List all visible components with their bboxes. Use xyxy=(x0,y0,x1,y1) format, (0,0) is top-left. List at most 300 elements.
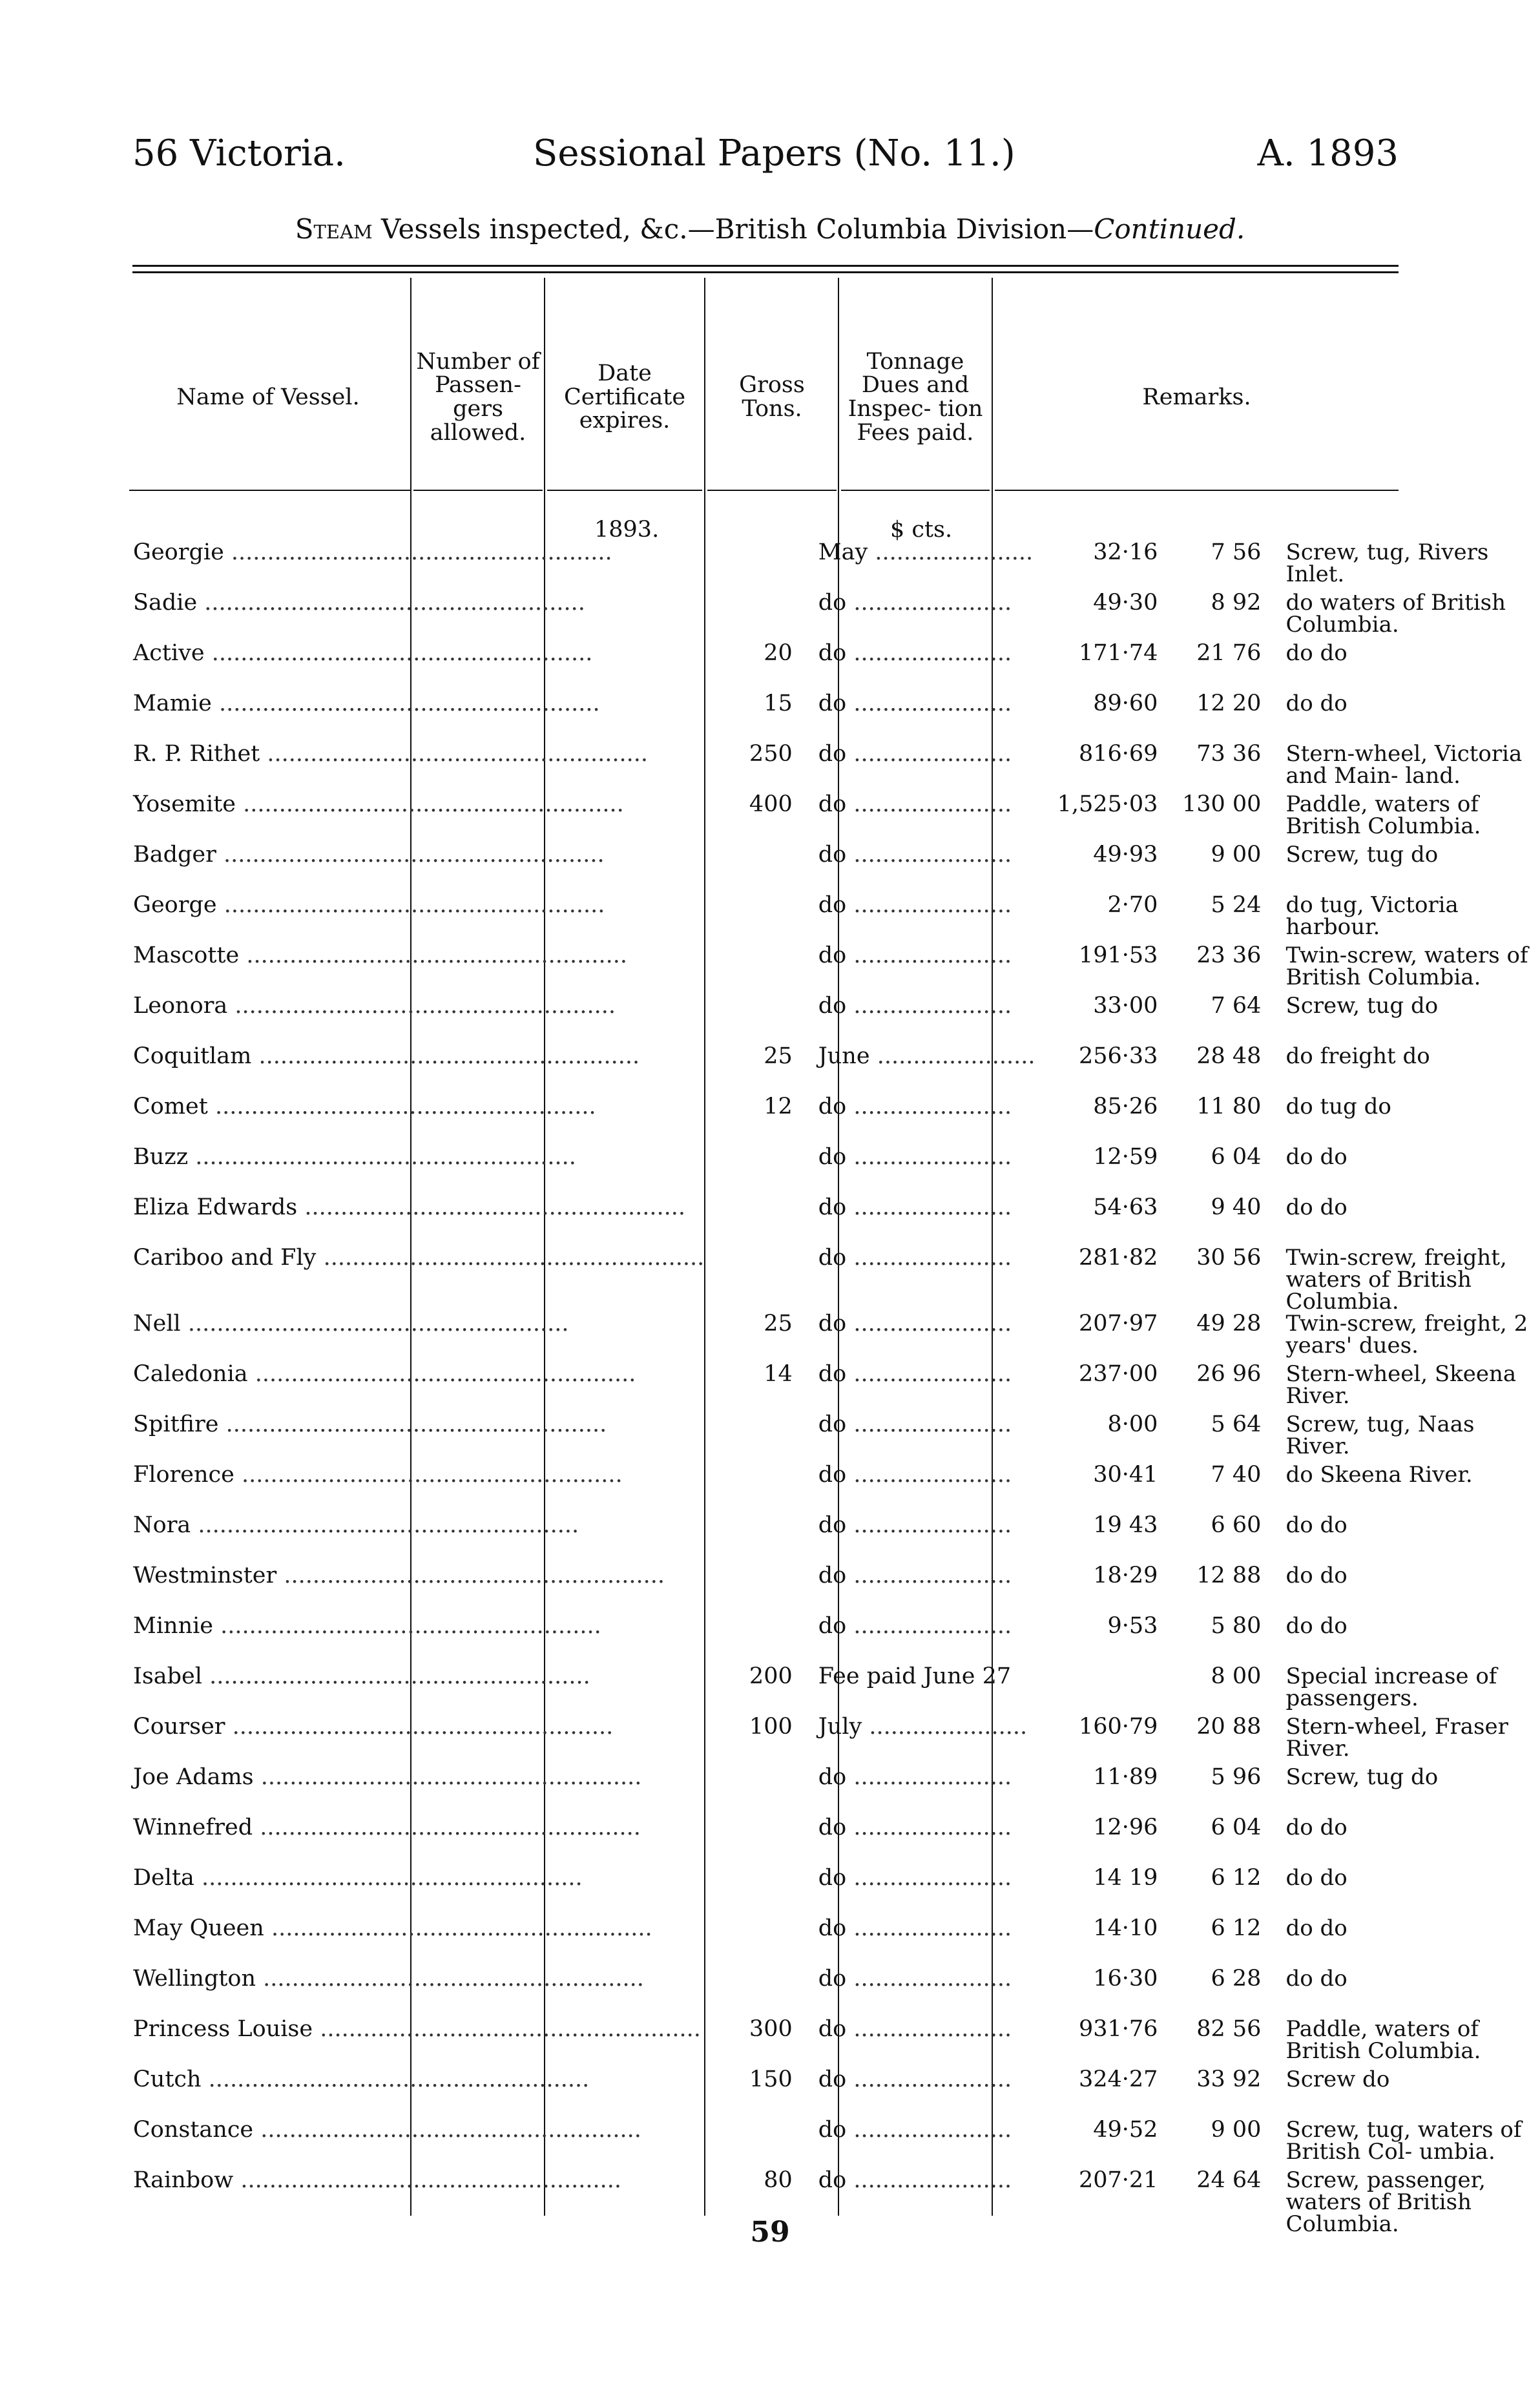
fees-paid-cell xyxy=(1174,692,1274,743)
gross-tons-cell xyxy=(1039,1247,1174,1313)
fees-paid: 5 80 xyxy=(1211,1615,1262,1639)
passengers-allowed-cell xyxy=(708,844,807,894)
certificate-expiry-cell xyxy=(807,1716,1039,1766)
remarks: do freight do xyxy=(1285,1045,1430,1069)
fees-paid: 6 04 xyxy=(1211,1816,1262,1840)
gross-tons-cell xyxy=(1039,1196,1174,1247)
remarks: Paddle, waters of British Columbia. xyxy=(1285,793,1481,839)
certificate-expiry-cell xyxy=(807,793,1039,844)
certificate-expiry-cell xyxy=(807,1565,1039,1615)
gross-tons-cell xyxy=(1039,1146,1174,1196)
passengers-allowed-cell xyxy=(708,1716,807,1766)
fees-paid: 7 40 xyxy=(1211,1464,1262,1488)
table-row xyxy=(129,541,1540,592)
fees-paid-cell xyxy=(1174,1968,1274,2018)
remarks: do do xyxy=(1285,1615,1348,1639)
passengers-allowed-cell xyxy=(708,1045,807,1096)
vessel-name: Leonora ..... xyxy=(133,995,616,1019)
vessel-name-cell xyxy=(129,1766,708,1816)
fees-paid: 6 04 xyxy=(1211,1146,1262,1170)
fees-paid-cell xyxy=(1174,1917,1274,1968)
remarks-cell xyxy=(1274,1716,1540,1766)
vessel-name-cell xyxy=(129,793,708,844)
certificate-expiry-cell xyxy=(807,1968,1039,2018)
col-header-fees: Tonnage Dues and Inspec- tion Fees paid. xyxy=(848,348,983,446)
fees-paid: 30 56 xyxy=(1196,1247,1262,1271)
certificate-expiry: do ..... xyxy=(818,995,1012,1019)
fees-paid-cell xyxy=(1174,1247,1274,1313)
vessel-name: George ..... xyxy=(133,894,605,918)
passengers-allowed-cell xyxy=(708,592,807,642)
remarks: do tug do xyxy=(1285,1096,1391,1119)
gross-tons: 32·16 xyxy=(1093,541,1158,565)
vessel-name-cell xyxy=(129,1716,708,1766)
remarks-cell xyxy=(1274,743,1540,793)
gross-tons: 85·26 xyxy=(1093,1096,1158,1119)
vessel-name: May Queen ..... xyxy=(133,1917,652,1941)
passengers-allowed-cell xyxy=(708,1968,807,2018)
header-title: Sessional Papers (No. 11.) xyxy=(533,132,1015,174)
fees-paid: 130 00 xyxy=(1181,793,1262,817)
vessel-name-cell xyxy=(129,1665,708,1716)
vessel-name-cell xyxy=(129,1615,708,1665)
remarks-cell xyxy=(1274,1917,1540,1968)
header-separator xyxy=(547,490,702,491)
passengers-allowed: 300 xyxy=(749,2018,793,2042)
certificate-expiry-cell xyxy=(807,2119,1039,2169)
fees-paid-cell xyxy=(1174,1096,1274,1146)
gross-tons-cell xyxy=(1039,1615,1174,1665)
fees-paid: 23 36 xyxy=(1196,944,1262,968)
passengers-allowed: 400 xyxy=(749,793,793,817)
subtitle-lead: Steam xyxy=(295,213,373,245)
certificate-expiry-cell xyxy=(807,1045,1039,1096)
certificate-expiry: do ..... xyxy=(818,692,1012,716)
gross-tons-cell xyxy=(1039,1766,1174,1816)
remarks: do do xyxy=(1285,1917,1348,1941)
remarks: do do xyxy=(1285,692,1348,716)
fees-paid-cell xyxy=(1174,1464,1274,1514)
certificate-expiry-cell xyxy=(807,1615,1039,1665)
certificate-expiry: May ..... xyxy=(818,541,1033,565)
vessel-name-cell xyxy=(129,1464,708,1514)
subtitle-continued: Continued. xyxy=(1094,213,1245,245)
vessel-name-cell xyxy=(129,1413,708,1464)
remarks-cell xyxy=(1274,2068,1540,2119)
vessel-name-cell xyxy=(129,1968,708,2018)
gross-tons: 191·53 xyxy=(1078,944,1158,968)
passengers-allowed-cell xyxy=(708,1413,807,1464)
passengers-allowed-cell xyxy=(708,2119,807,2169)
remarks: do do xyxy=(1285,1867,1348,1891)
vessel-name: Badger ..... xyxy=(133,844,605,868)
fees-paid: 12 88 xyxy=(1196,1565,1262,1588)
gross-tons-cell xyxy=(1039,1413,1174,1464)
certificate-expiry-cell xyxy=(807,1096,1039,1146)
passengers-allowed-cell xyxy=(708,1313,807,1363)
gross-tons-cell xyxy=(1039,1816,1174,1867)
vessel-name: Wellington ..... xyxy=(133,1968,644,1992)
passengers-allowed: 12 xyxy=(764,1096,793,1119)
passengers-allowed: 25 xyxy=(764,1313,793,1337)
vessel-name: Comet ..... xyxy=(133,1096,596,1119)
gross-tons: 256·33 xyxy=(1078,1045,1158,1069)
fees-paid: 6 12 xyxy=(1211,1867,1262,1891)
certificate-expiry-cell xyxy=(807,743,1039,793)
table-row xyxy=(129,2068,1540,2119)
vessel-name-cell xyxy=(129,844,708,894)
remarks-cell xyxy=(1274,1766,1540,1816)
gross-tons-cell xyxy=(1039,1716,1174,1766)
fees-paid-cell xyxy=(1174,1665,1274,1716)
passengers-allowed-cell xyxy=(708,1363,807,1413)
vessel-name-cell xyxy=(129,1313,708,1363)
vessel-name-cell xyxy=(129,1146,708,1196)
vessel-name-cell xyxy=(129,1247,708,1313)
fees-paid-cell xyxy=(1174,1716,1274,1766)
table-row xyxy=(129,1247,1540,1313)
passengers-allowed-cell xyxy=(708,692,807,743)
gross-tons-cell xyxy=(1039,1968,1174,2018)
gross-tons-cell xyxy=(1039,541,1174,592)
passengers-allowed: 100 xyxy=(749,1716,793,1740)
vessel-name-cell xyxy=(129,1196,708,1247)
header-separator xyxy=(413,490,543,491)
fees-paid-cell xyxy=(1174,1313,1274,1363)
fees-paid-cell xyxy=(1174,1045,1274,1096)
passengers-allowed-cell xyxy=(708,743,807,793)
fees-paid: 24 64 xyxy=(1196,2169,1262,2193)
fees-paid-cell xyxy=(1174,1413,1274,1464)
fees-paid-cell xyxy=(1174,1766,1274,1816)
certificate-expiry-cell xyxy=(807,1196,1039,1247)
fees-paid: 82 56 xyxy=(1196,2018,1262,2042)
remarks-cell xyxy=(1274,1313,1540,1363)
certificate-expiry: do ..... xyxy=(818,1615,1012,1639)
remarks-cell xyxy=(1274,541,1540,592)
vessel-name: Courser ..... xyxy=(133,1716,613,1740)
remarks: Screw, tug do xyxy=(1285,1766,1439,1790)
vessel-name: Cutch ..... xyxy=(133,2068,589,2092)
gross-tons-cell xyxy=(1039,1464,1174,1514)
certificate-expiry-cell xyxy=(807,1867,1039,1917)
vessel-name: Princess Louise ..... xyxy=(133,2018,701,2042)
header-separator xyxy=(995,490,1399,491)
gross-tons-cell xyxy=(1039,1313,1174,1363)
gross-tons: 19 43 xyxy=(1093,1514,1158,1538)
vessel-name-cell xyxy=(129,541,708,592)
page-number: 59 xyxy=(750,2216,790,2249)
remarks-cell xyxy=(1274,1565,1540,1615)
table-row xyxy=(129,1917,1540,1968)
remarks-cell xyxy=(1274,1045,1540,1096)
vessel-name-cell xyxy=(129,592,708,642)
remarks: do do xyxy=(1285,642,1348,666)
header-separator xyxy=(129,490,410,491)
remarks-cell xyxy=(1274,1146,1540,1196)
vessel-name-cell xyxy=(129,2119,708,2169)
certificate-expiry: do ..... xyxy=(818,2018,1012,2042)
gross-tons-cell xyxy=(1039,995,1174,1045)
gross-tons-cell xyxy=(1039,1917,1174,1968)
fees-paid-cell xyxy=(1174,2068,1274,2119)
remarks: Screw, tug do xyxy=(1285,844,1439,868)
table-row xyxy=(129,2119,1540,2169)
certificate-expiry: do ..... xyxy=(818,894,1012,918)
vessel-name: R. P. Rithet ..... xyxy=(133,743,648,767)
gross-tons-cell xyxy=(1039,692,1174,743)
certificate-expiry: do ..... xyxy=(818,1313,1012,1337)
passengers-allowed-cell xyxy=(708,1565,807,1615)
vessel-name-cell xyxy=(129,1917,708,1968)
vessel-name-cell xyxy=(129,995,708,1045)
fees-paid-cell xyxy=(1174,1867,1274,1917)
remarks-cell xyxy=(1274,1615,1540,1665)
fees-paid: 6 60 xyxy=(1211,1514,1262,1538)
fees-paid: 11 80 xyxy=(1196,1096,1262,1119)
gross-tons-cell xyxy=(1039,2068,1174,2119)
certificate-expiry-cell xyxy=(807,692,1039,743)
remarks-cell xyxy=(1274,1196,1540,1247)
top-rule xyxy=(132,265,1399,267)
passengers-allowed: 150 xyxy=(749,2068,793,2092)
certificate-expiry: do ..... xyxy=(818,1363,1012,1387)
fees-paid-cell xyxy=(1174,2018,1274,2068)
fees-paid: 7 64 xyxy=(1211,995,1262,1019)
table-row xyxy=(129,642,1540,692)
remarks: do tug, Victoria harbour. xyxy=(1285,894,1459,940)
vessel-name: Georgie ..... xyxy=(133,541,612,565)
remarks: do Skeena River. xyxy=(1285,1464,1473,1488)
gross-tons-cell xyxy=(1039,1045,1174,1096)
vessel-name: Caledonia ..... xyxy=(133,1363,636,1387)
gross-tons: 30·41 xyxy=(1093,1464,1158,1488)
fees-paid-cell xyxy=(1174,1363,1274,1413)
table-row xyxy=(129,592,1540,642)
certificate-expiry-cell xyxy=(807,592,1039,642)
fees-paid: 8 92 xyxy=(1211,592,1262,616)
vessel-name: Nell ..... xyxy=(133,1313,569,1337)
certificate-expiry-cell xyxy=(807,894,1039,944)
remarks-cell xyxy=(1274,944,1540,995)
remarks-cell xyxy=(1274,692,1540,743)
vessel-name: Minnie ..... xyxy=(133,1615,601,1639)
gross-tons-cell xyxy=(1039,944,1174,995)
remarks-cell xyxy=(1274,894,1540,944)
vessel-name-cell xyxy=(129,743,708,793)
vessel-name: Winnefred ..... xyxy=(133,1816,641,1840)
certificate-expiry: do ..... xyxy=(818,642,1012,666)
certificate-expiry: do ..... xyxy=(818,1514,1012,1538)
fees-paid-cell xyxy=(1174,793,1274,844)
certificate-expiry-cell xyxy=(807,1146,1039,1196)
fees-paid: 49 28 xyxy=(1196,1313,1262,1337)
gross-tons-cell xyxy=(1039,1565,1174,1615)
table-row xyxy=(129,1464,1540,1514)
header-separator xyxy=(841,490,990,491)
fees-paid: 73 36 xyxy=(1196,743,1262,767)
fees-paid-cell xyxy=(1174,541,1274,592)
vessel-name-cell xyxy=(129,944,708,995)
certificate-expiry: do ..... xyxy=(818,944,1012,968)
fees-paid: 5 24 xyxy=(1211,894,1262,918)
vessel-name: Buzz ..... xyxy=(133,1146,576,1170)
gross-tons: 14·10 xyxy=(1093,1917,1158,1941)
fees-paid-cell xyxy=(1174,894,1274,944)
certificate-expiry: do ..... xyxy=(818,743,1012,767)
passengers-allowed-cell xyxy=(708,1867,807,1917)
vessel-name: Westminster ..... xyxy=(133,1565,665,1588)
vessel-name-cell xyxy=(129,1565,708,1615)
vessel-name: Joe Adams ..... xyxy=(133,1766,641,1790)
certificate-expiry-cell xyxy=(807,2018,1039,2068)
fees-paid: 26 96 xyxy=(1196,1363,1262,1387)
vessel-name: Cariboo and Fly ..... xyxy=(133,1247,704,1271)
fees-paid: 21 76 xyxy=(1196,642,1262,666)
vessel-name-cell xyxy=(129,1816,708,1867)
gross-tons: 12·59 xyxy=(1093,1146,1158,1170)
fees-paid: 12 20 xyxy=(1196,692,1262,716)
table-row xyxy=(129,1816,1540,1867)
vessel-name-cell xyxy=(129,894,708,944)
remarks: Screw, tug, Naas River. xyxy=(1285,1413,1475,1459)
passengers-allowed: 20 xyxy=(764,642,793,666)
certificate-expiry: do ..... xyxy=(818,592,1012,616)
certificate-expiry: do ..... xyxy=(818,1968,1012,1992)
certificate-expiry: June ..... xyxy=(818,1045,1035,1069)
remarks: Special increase of passengers. xyxy=(1285,1665,1497,1711)
certificate-expiry: do ..... xyxy=(818,1464,1012,1488)
col-header-gross: Gross Tons. xyxy=(739,372,805,422)
gross-tons-cell xyxy=(1039,1665,1174,1716)
gross-tons: 281·82 xyxy=(1078,1247,1158,1271)
table-subtitle xyxy=(0,213,1540,245)
gross-tons-cell xyxy=(1039,1096,1174,1146)
fees-paid-cell xyxy=(1174,642,1274,692)
certificate-expiry: do ..... xyxy=(818,1917,1012,1941)
remarks: do do xyxy=(1285,1816,1348,1840)
remarks-cell xyxy=(1274,1413,1540,1464)
table-row xyxy=(129,1615,1540,1665)
remarks-cell xyxy=(1274,1514,1540,1565)
col-header-remarks: Remarks. xyxy=(1142,384,1251,410)
remarks-cell xyxy=(1274,1247,1540,1313)
fees-paid-cell xyxy=(1174,844,1274,894)
vessel-name-cell xyxy=(129,2018,708,2068)
gross-tons: 2·70 xyxy=(1107,894,1158,918)
certificate-expiry: do ..... xyxy=(818,2119,1012,2143)
table-row xyxy=(129,1716,1540,1766)
vessel-name-cell xyxy=(129,1514,708,1565)
gross-tons-cell xyxy=(1039,844,1174,894)
remarks-cell xyxy=(1274,1968,1540,2018)
remarks-cell xyxy=(1274,1816,1540,1867)
fees-paid-cell xyxy=(1174,1196,1274,1247)
passengers-allowed-cell xyxy=(708,1816,807,1867)
remarks-cell xyxy=(1274,2119,1540,2169)
gross-tons-cell xyxy=(1039,592,1174,642)
fees-paid-cell xyxy=(1174,995,1274,1045)
gross-tons: 324·27 xyxy=(1078,2068,1158,2092)
passengers-allowed-cell xyxy=(708,1247,807,1313)
fees-paid-cell xyxy=(1174,743,1274,793)
fees-paid: 20 88 xyxy=(1196,1716,1262,1740)
gross-tons: 9·53 xyxy=(1107,1615,1158,1639)
gross-tons-cell xyxy=(1039,743,1174,793)
gross-tons: 18·29 xyxy=(1093,1565,1158,1588)
gross-tons-cell xyxy=(1039,793,1174,844)
gross-tons-cell xyxy=(1039,1867,1174,1917)
certificate-expiry-cell xyxy=(807,1766,1039,1816)
passengers-allowed-cell xyxy=(708,1514,807,1565)
vessel-name: Eliza Edwards ..... xyxy=(133,1196,685,1220)
remarks: do waters of British Columbia. xyxy=(1285,592,1506,638)
passengers-allowed-cell xyxy=(708,1615,807,1665)
certificate-expiry-cell xyxy=(807,1464,1039,1514)
vessel-name: Nora ..... xyxy=(133,1514,579,1538)
remarks-cell xyxy=(1274,1464,1540,1514)
certificate-expiry: do ..... xyxy=(818,2169,1012,2193)
certificate-expiry-cell xyxy=(807,2068,1039,2119)
fees-paid-cell xyxy=(1174,944,1274,995)
table-row xyxy=(129,894,1540,944)
vessel-name-cell xyxy=(129,692,708,743)
certificate-expiry: do ..... xyxy=(818,1413,1012,1437)
remarks-cell xyxy=(1274,1867,1540,1917)
vessel-name-cell xyxy=(129,1867,708,1917)
vessel-name: Florence ..... xyxy=(133,1464,623,1488)
currency-label: $ cts. xyxy=(890,517,953,543)
fees-paid: 8 00 xyxy=(1211,1665,1262,1689)
table-row xyxy=(129,1313,1540,1363)
remarks: Twin-screw, freight, 2 years' dues. xyxy=(1285,1313,1528,1358)
remarks-cell xyxy=(1274,2018,1540,2068)
table-row xyxy=(129,1196,1540,1247)
col-header-passengers: Number of Passen- gers allowed. xyxy=(416,348,540,446)
vessel-name: Active ..... xyxy=(133,642,592,666)
passengers-allowed: 15 xyxy=(764,692,793,716)
passengers-allowed-cell xyxy=(708,541,807,592)
passengers-allowed-cell xyxy=(708,2018,807,2068)
fees-paid-cell xyxy=(1174,1816,1274,1867)
remarks: Paddle, waters of British Columbia. xyxy=(1285,2018,1481,2064)
certificate-expiry-cell xyxy=(807,1816,1039,1867)
certificate-expiry-cell xyxy=(807,1247,1039,1313)
fees-paid: 9 00 xyxy=(1211,844,1262,868)
table-row xyxy=(129,1413,1540,1464)
remarks: Screw, passenger, waters of British Columbia. xyxy=(1285,2169,1486,2235)
certificate-expiry: do ..... xyxy=(818,793,1012,817)
certificate-expiry-cell xyxy=(807,541,1039,592)
remarks: do do xyxy=(1285,1146,1348,1170)
vessel-name-cell xyxy=(129,1363,708,1413)
certificate-expiry: do ..... xyxy=(818,1196,1012,1220)
fees-paid: 28 48 xyxy=(1196,1045,1262,1069)
gross-tons: 931·76 xyxy=(1078,2018,1158,2042)
remarks-cell xyxy=(1274,1363,1540,1413)
table-row xyxy=(129,2018,1540,2068)
fees-paid: 5 96 xyxy=(1211,1766,1262,1790)
vessel-name: Spitfire ..... xyxy=(133,1413,607,1437)
fees-paid-cell xyxy=(1174,2119,1274,2169)
table-row xyxy=(129,1867,1540,1917)
certificate-expiry-cell xyxy=(807,995,1039,1045)
passengers-allowed: 14 xyxy=(764,1363,793,1387)
vessel-name: Mamie ..... xyxy=(133,692,600,716)
vessel-name-cell xyxy=(129,642,708,692)
remarks: Screw do xyxy=(1285,2068,1390,2092)
gross-tons: 49·30 xyxy=(1093,592,1158,616)
